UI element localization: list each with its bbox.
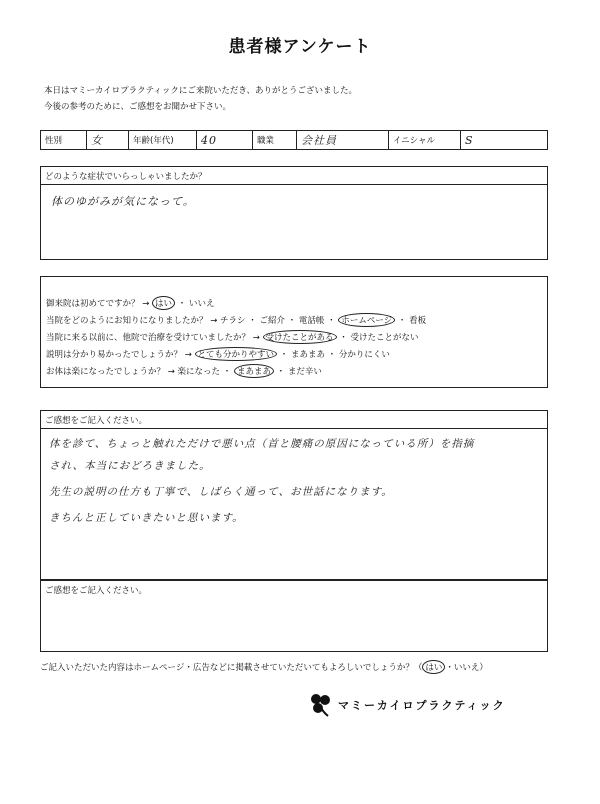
consent-question: ご記入いただいた内容はホームページ・広告などに掲載させていただいてもよろしいでしょうか？（ bbox=[40, 663, 423, 673]
initial-label: イニシャル bbox=[389, 131, 461, 149]
initial-field[interactable] bbox=[461, 131, 545, 149]
comment-line-3: 先生の説明の仕方も丁寧で、しばらく通って、お世話になります。 bbox=[49, 486, 393, 498]
question-text: お体は楽になったでしょうか？ bbox=[46, 367, 166, 377]
symptom-answer[interactable]: 体のゆがみが気になって。 bbox=[51, 195, 195, 208]
question-row-first-visit: 御来院は初めてですか？ → はい ・ いいえ bbox=[46, 296, 214, 310]
age-value: 40 bbox=[201, 133, 217, 147]
age-label: 年齢(年代) bbox=[129, 131, 197, 149]
gender-field[interactable] bbox=[87, 131, 129, 149]
profile-row bbox=[40, 130, 548, 150]
question-row-relief: お体は楽になったでしょうか？ → 楽になった ・ まあまあ ・ まだ辛い bbox=[46, 364, 322, 378]
option-very-clear[interactable]: とても分かりやすい bbox=[195, 347, 278, 361]
question-row-prior-treatment: 当院に来る以前に、他院で治療を受けていましたか？ → 受けたことがある ・ 受けたことがない bbox=[46, 330, 418, 344]
page-title: 患者様アンケート bbox=[228, 37, 372, 57]
job-field[interactable] bbox=[297, 131, 389, 149]
symptom-box bbox=[40, 166, 548, 260]
option-somewhat[interactable]: まあまあ bbox=[234, 364, 274, 378]
option-introduction[interactable]: ご紹介 bbox=[259, 316, 285, 326]
option-signboard[interactable]: 看板 bbox=[409, 316, 427, 326]
comments-box-2 bbox=[40, 580, 548, 652]
publish-consent: ご記入いただいた内容はホームページ・広告などに掲載させていただいてもよろしいでしょうか？（ はい ・いいえ） bbox=[40, 660, 488, 674]
option-homepage[interactable]: ホームページ bbox=[338, 313, 395, 327]
option-relieved[interactable]: 楽になった bbox=[177, 367, 221, 377]
option-phonebook[interactable]: 電話帳 bbox=[298, 316, 325, 326]
question-row-explanation: 説明は分かり易かったでしょうか？ → とても分かりやすい ・ まあまあ ・ 分かりにくい bbox=[46, 347, 390, 361]
age-field[interactable] bbox=[197, 131, 253, 149]
logo-text: マミーカイロプラクティック bbox=[338, 699, 506, 712]
intro-line-1: 本日はマミーカイロプラクティックにご来院いただき、ありがとうございました。 bbox=[44, 86, 358, 96]
comment-line-4: きちんと正していきたいと思います。 bbox=[49, 512, 244, 524]
comments-box bbox=[40, 410, 548, 580]
gender-label: 性別 bbox=[41, 131, 87, 149]
option-not-received[interactable]: 受けたことがない bbox=[350, 333, 419, 343]
consent-yes[interactable]: はい bbox=[422, 660, 445, 674]
job-label: 職業 bbox=[253, 131, 297, 149]
question-text: 当院をどのようにお知りになりましたか？ bbox=[46, 316, 208, 326]
option-so-so[interactable]: まあまあ bbox=[290, 350, 325, 360]
option-flyer[interactable]: チラシ bbox=[220, 316, 246, 326]
option-yes[interactable]: はい bbox=[152, 296, 175, 310]
gender-value: 女 bbox=[91, 134, 103, 147]
intro-line-2: 今後の参考のために、ご感想をお聞かせ下さい。 bbox=[44, 102, 232, 112]
option-no[interactable]: いいえ bbox=[188, 299, 215, 309]
clover-logo-icon bbox=[306, 690, 334, 718]
comment-line-2: され、本当におどろきました。 bbox=[49, 460, 211, 472]
option-received[interactable]: 受けたことがある bbox=[263, 330, 337, 344]
question-text: 説明は分かり易かったでしょうか？ bbox=[46, 350, 183, 360]
comments-text[interactable] bbox=[49, 433, 543, 529]
option-unclear[interactable]: 分かりにくい bbox=[338, 350, 390, 360]
question-text: 当院に来る以前に、他院で治療を受けていましたか？ bbox=[46, 333, 251, 343]
comment-line-1: 体を診て、ちょっと触れただけで悪い点（首と腰痛の原因になっている所）を指摘 bbox=[49, 438, 475, 450]
comments-label: ご感想をご記入ください。 bbox=[41, 411, 547, 429]
initial-value: S bbox=[465, 133, 474, 147]
question-row-referral: 当院をどのようにお知りになりましたか？ → チラシ ・ ご紹介 ・ 電話帳 ・ ホームページ ・ 看板 bbox=[46, 313, 426, 327]
comments-label-2: ご感想をご記入ください。 bbox=[45, 586, 148, 596]
option-still-painful[interactable]: まだ辛い bbox=[287, 367, 322, 377]
symptom-question: どのような症状でいらっしゃいましたか？ bbox=[41, 167, 547, 185]
question-text: 御来院は初めてですか？ bbox=[46, 299, 140, 309]
job-value: 会社員 bbox=[301, 134, 337, 147]
consent-no[interactable]: いいえ bbox=[453, 663, 480, 673]
